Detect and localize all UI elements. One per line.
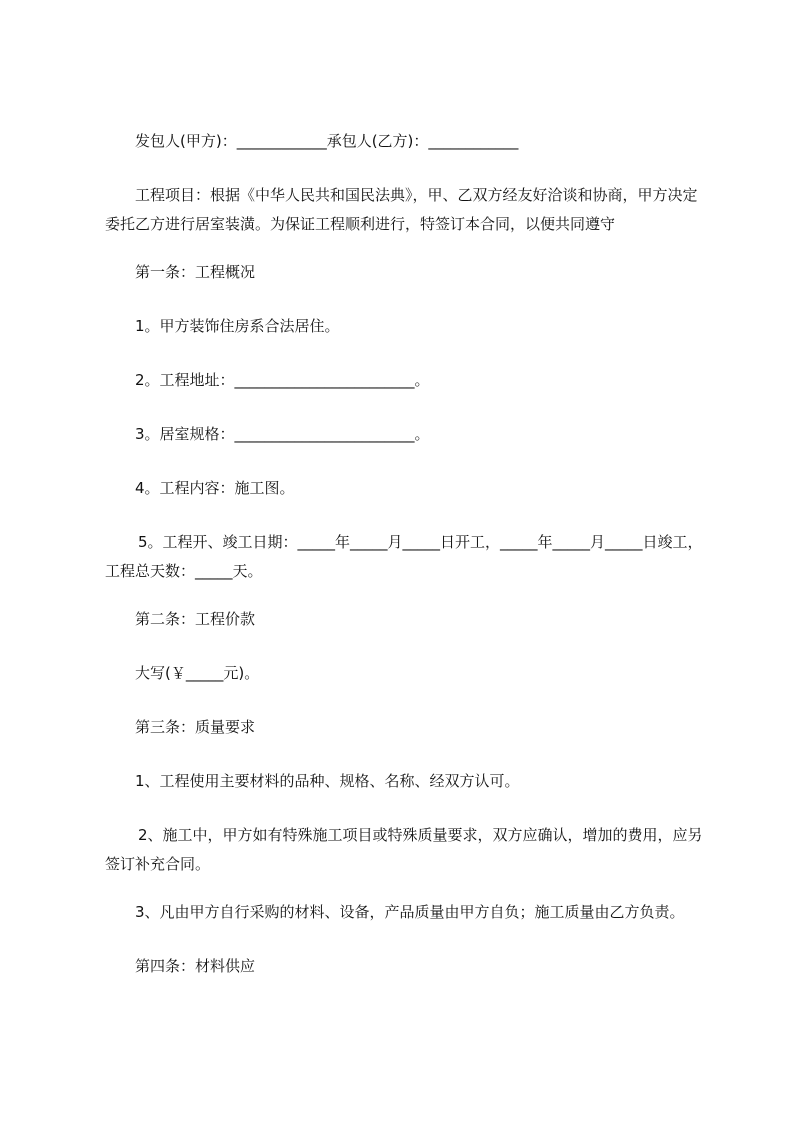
parties-line: 发包人(甲方)：____________承包人(乙方)：____________ <box>135 132 519 150</box>
article-1-heading: 第一条：工程概况 <box>135 263 256 281</box>
clause-3-2: 2、施工中，甲方如有特殊施工项目或特殊质量要求，双方应确认，增加的费用，应另签订补充合同。 <box>105 826 703 873</box>
clause-1-5: 5。工程开、竣工日期：_____年_____月_____日开工，_____年_____月_____日竣工，工程总天数：_____天。 <box>105 533 703 580</box>
clause-3-3: 3、凡由甲方自行采购的材料、设备，产品质量由甲方自负；施工质量由乙方负责。 <box>135 903 685 921</box>
clause-1-4: 4。工程内容：施工图。 <box>135 479 295 497</box>
clause-1-1: 1。甲方装饰住房系合法居住。 <box>135 317 340 335</box>
article-4-heading: 第四条：材料供应 <box>135 957 256 975</box>
article-2-heading: 第二条：工程价款 <box>135 610 256 628</box>
article-3-heading: 第三条：质量要求 <box>135 718 256 736</box>
project-intro: 工程项目：根据《中华人民共和国民法典》，甲、乙双方经友好洽谈和协商，甲方决定委托乙方进行居室装潢。为保证工程顺利进行，特签订本合同，以便共同遵守 <box>105 186 698 233</box>
clause-1-3: 3。居室规格：________________________。 <box>135 425 430 443</box>
price-line: 大写(￥_____元)。 <box>135 664 260 682</box>
clause-3-1: 1、工程使用主要材料的品种、规格、名称、经双方认可。 <box>135 772 520 790</box>
clause-1-2: 2。工程地址：________________________。 <box>135 371 430 389</box>
